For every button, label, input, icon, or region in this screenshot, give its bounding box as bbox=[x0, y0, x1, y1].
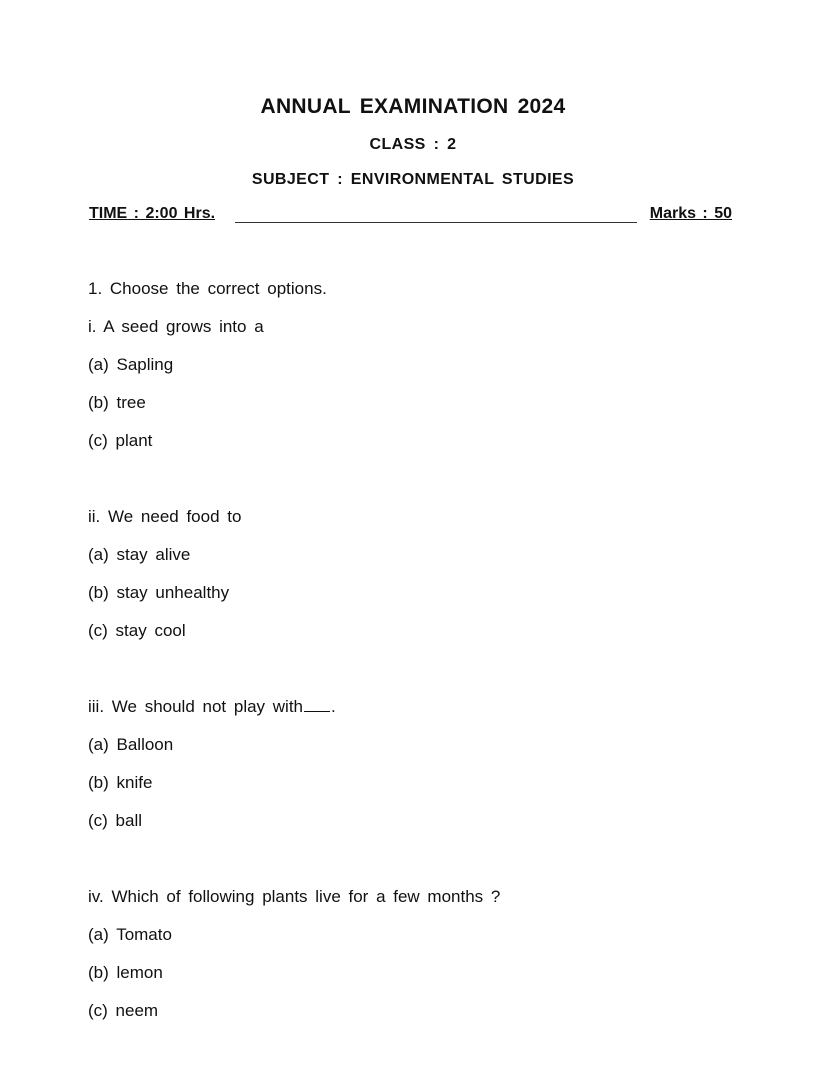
question-stem bbox=[88, 697, 336, 717]
question-stem-suffix: . bbox=[331, 697, 336, 716]
time-label: TIME : 2:00 Hrs. bbox=[89, 205, 216, 222]
option-item: (a) Tomato bbox=[88, 925, 172, 944]
option-item: (b) lemon bbox=[88, 963, 163, 982]
question-stem: iv. Which of following plants live for a few months ? bbox=[88, 887, 501, 906]
option-item: (a) Sapling bbox=[88, 355, 174, 374]
option-item: (a) Balloon bbox=[88, 735, 174, 754]
header-rule bbox=[235, 222, 637, 223]
marks-label: Marks : 50 bbox=[649, 205, 732, 222]
option-item: (c) ball bbox=[88, 811, 143, 830]
answer-blank bbox=[304, 697, 330, 712]
option-item: (b) knife bbox=[88, 773, 153, 792]
option-item: (b) tree bbox=[88, 393, 146, 412]
option-item: (c) neem bbox=[88, 1001, 159, 1020]
section-heading: 1. Choose the correct options. bbox=[88, 279, 327, 298]
option-item: (a) stay alive bbox=[88, 545, 191, 564]
class-line: CLASS : 2 bbox=[369, 136, 457, 153]
option-item: (c) stay cool bbox=[88, 621, 186, 640]
question-stem: ii. We need food to bbox=[88, 507, 242, 526]
option-item: (b) stay unhealthy bbox=[88, 583, 230, 602]
question-stem: i. A seed grows into a bbox=[88, 317, 264, 336]
subject-line: SUBJECT : ENVIRONMENTAL STUDIES bbox=[251, 171, 575, 188]
question-stem-prefix: iii. We should not play with bbox=[88, 697, 304, 716]
time-marks-row bbox=[89, 205, 732, 227]
exam-title: ANNUAL EXAMINATION 2024 bbox=[260, 95, 566, 118]
option-item: (c) plant bbox=[88, 431, 153, 450]
